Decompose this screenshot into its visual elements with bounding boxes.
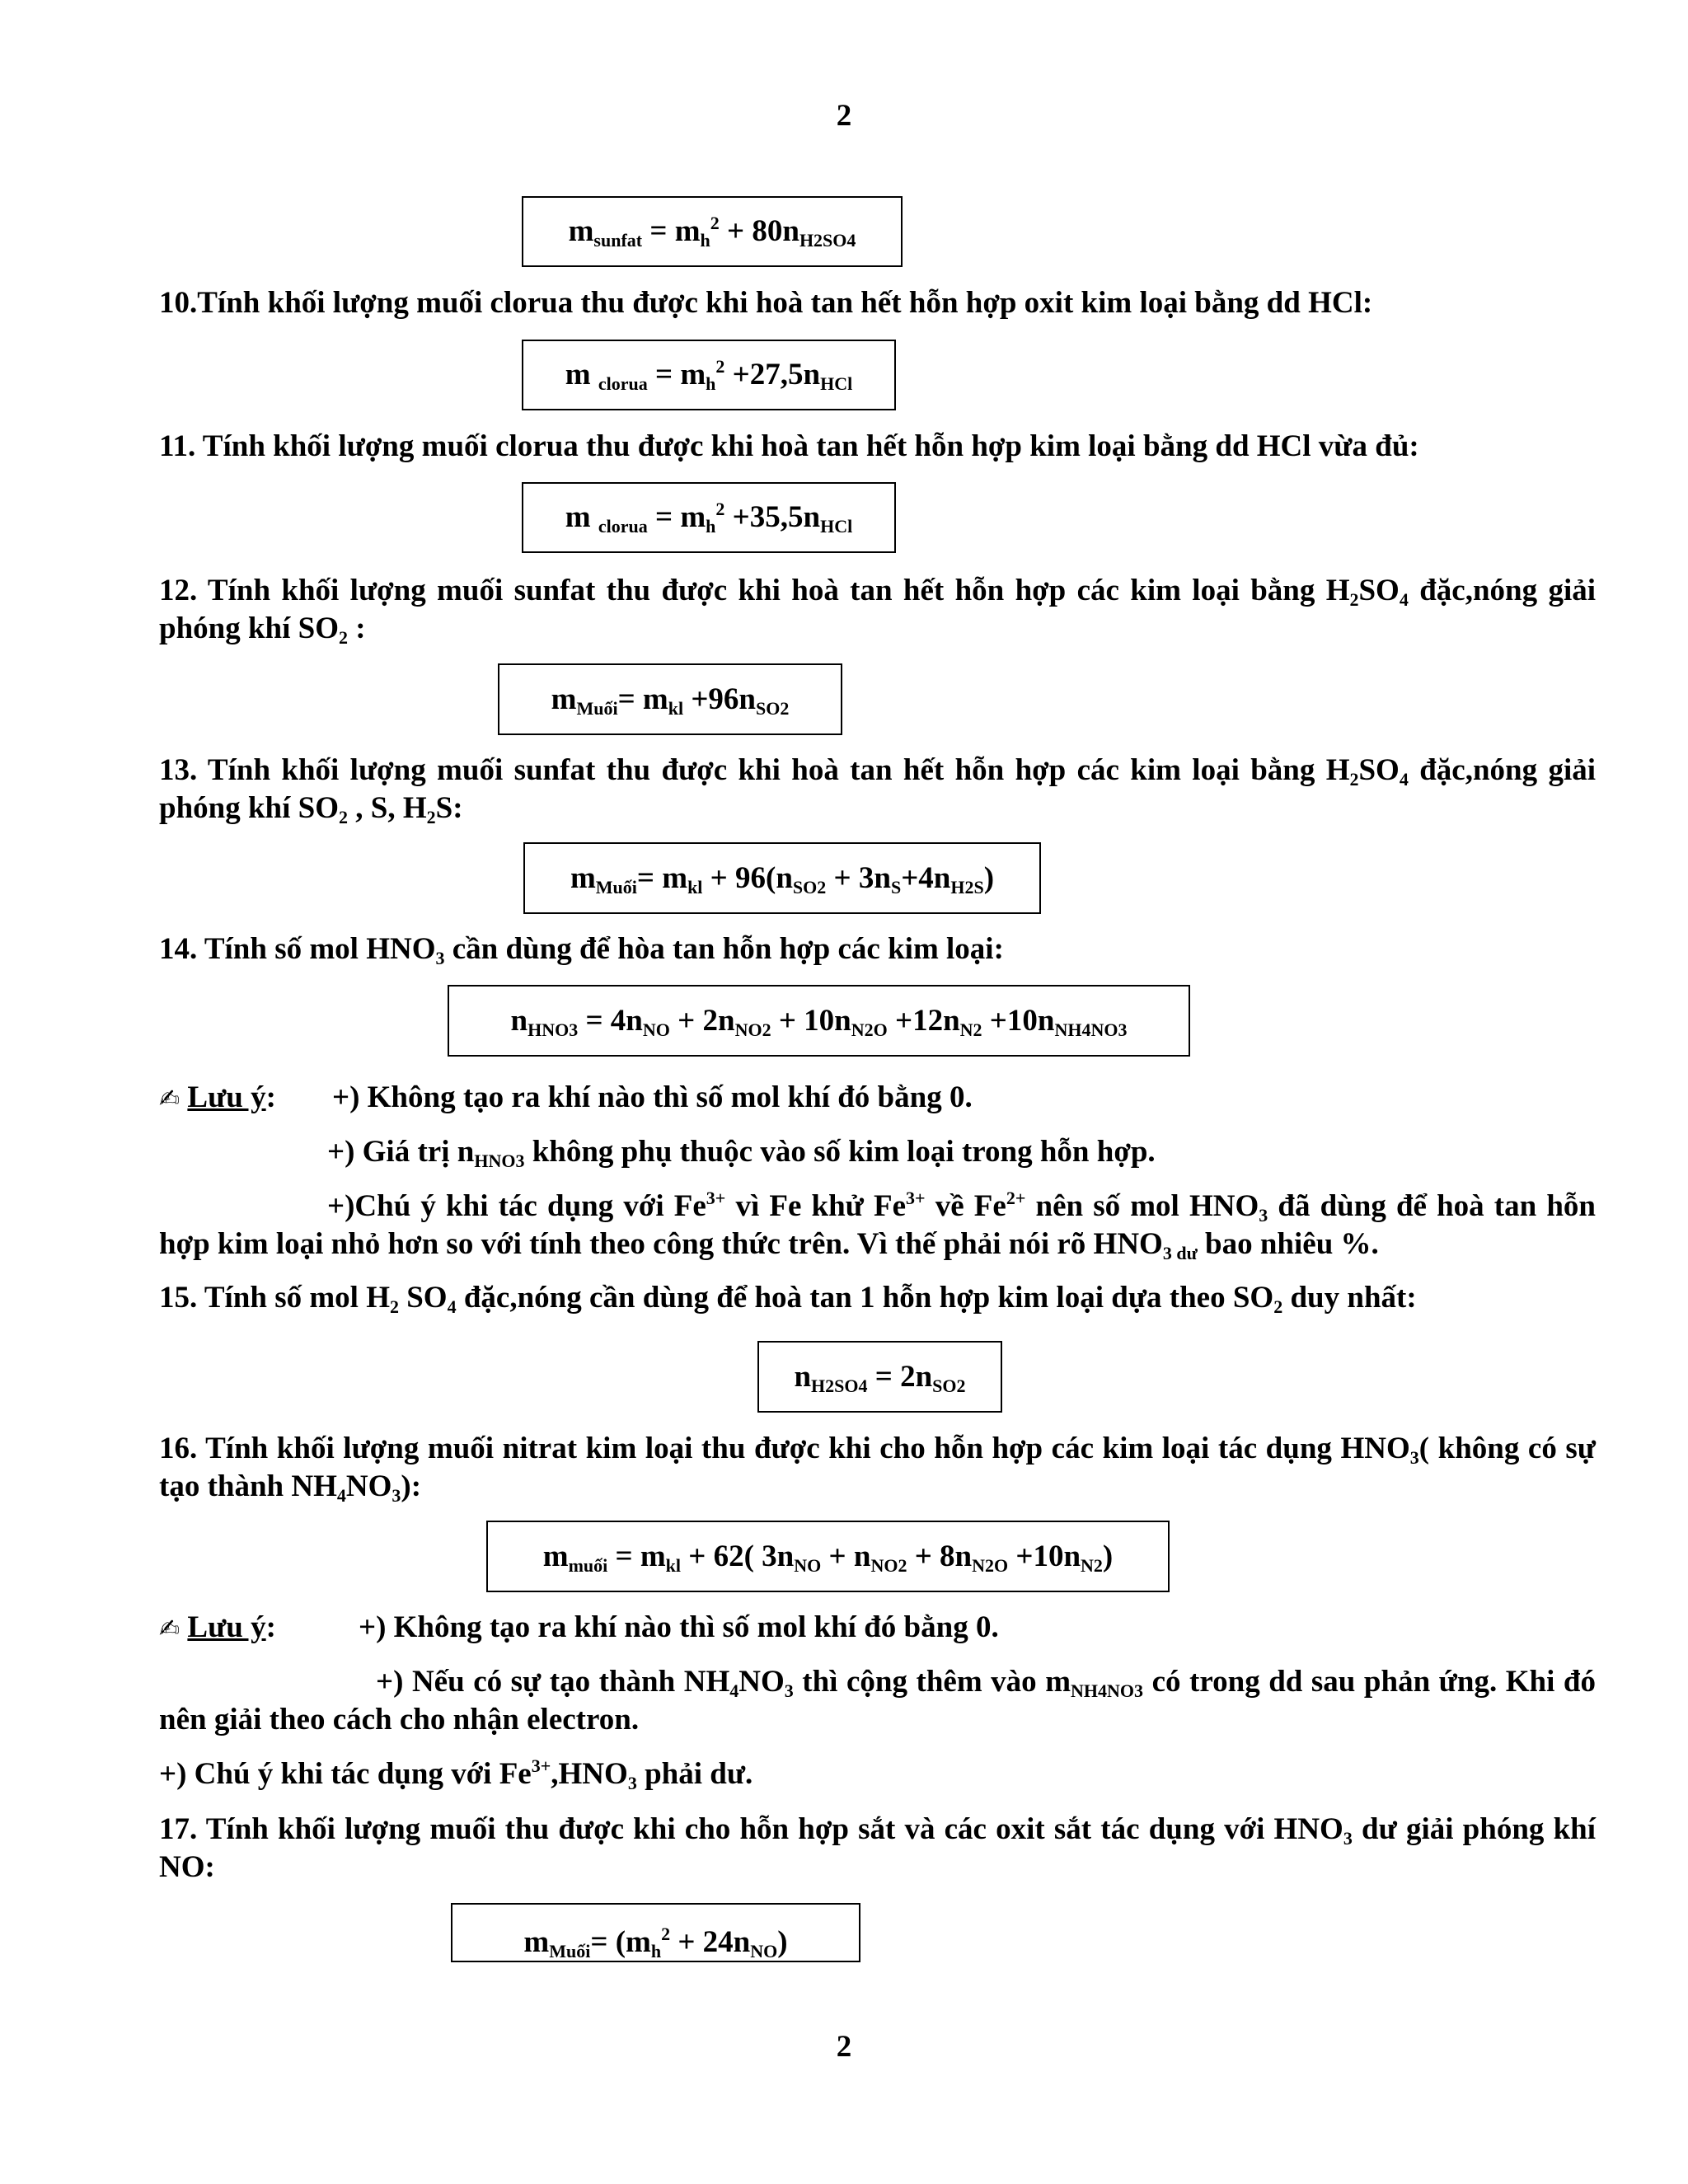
item-13-heading: 13. Tính khối lượng muối sunfat thu được khi hoà tan hết hỗn hợp các kim loại bằng $H_2SO_4$ đặc,nóng giải phóng khí $SO_2$ , S, $H_2S$:: [159, 753, 1596, 827]
note-2-line-3: +) Chú ý khi tác dụng với $Fe^{3+},HNO_3$ phải dư.: [159, 1755, 753, 1793]
formula-box-sunfat: [522, 196, 903, 267]
formula-box-12: [498, 663, 842, 735]
note-2-line-2: +) Nếu có sự tạo thành $NH_4NO_3$ thì cộng thêm vào $m_{NH4NO3}$ có trong dd sau phản ứng. Khi đó nên giải theo cách cho nhận electron.: [159, 1665, 1596, 1736]
item-14-heading: 14. Tính số mol $HNO_3$ cần dùng để hòa tan hỗn hợp các kim loại:: [159, 932, 1004, 968]
formula-12: $m_{Muối}= m_{kl} +96n_{SO2}$: [551, 682, 790, 719]
formula-box-17: [451, 1903, 860, 1962]
formula-10: m $_{clorua} = m_h^2 +27,5n_{HCl}$: [565, 356, 853, 394]
writing-hand-icon: ✍: [159, 1615, 181, 1643]
item-12-heading: 12. Tính khối lượng muối sunfat thu được khi hoà tan hết hỗn hợp các kim loại bằng $H_2SO_4$ đặc,nóng giải phóng khí $SO_2$ :: [159, 574, 1596, 648]
formula-box-10: [522, 340, 896, 410]
page-number-top: 2: [836, 99, 852, 133]
formula-box-13: [523, 842, 1041, 914]
formula-15: $n_{H2SO4} = 2n_{SO2}$: [794, 1359, 966, 1396]
formula-box-11: [522, 482, 896, 553]
formula-sunfat: $m_{sunfat} = m_h^2 + 80n_{H2SO4}$: [568, 213, 856, 251]
formula-16: $m_{muối} = m_{kl} + 62$( $3n_{NO} + n_{NO2} + 8n_{N2O} +10n_{N2}$): [542, 1539, 1114, 1576]
formula-17: $m_{Muối}= (m_h^2 + 24n_{NO})$: [523, 1924, 788, 1961]
formula-14: $n_{HNO3} = 4n_{NO} + 2n_{NO2} + 10n_{N2O} +12n_{N2} +10n_{NH4NO3}$: [510, 1003, 1128, 1040]
note-1-line-1: +) Không tạo ra khí nào thì số mol khí đó bằng 0.: [332, 1080, 973, 1114]
item-16-heading: 16. Tính khối lượng muối nitrat kim loại thu được khi cho hỗn hợp các kim loại tác dụng $HNO_3$( không có sự tạo thành $NH_4NO_3$):: [159, 1432, 1596, 1506]
note-1-label: ✍ Lưu ý:: [159, 1079, 276, 1118]
formula-box-16: [486, 1521, 1170, 1592]
item-10-heading: 10.Tính khối lượng muối clorua thu được khi hoà tan hết hỗn hợp oxit kim loại bằng dd HCl:: [159, 286, 1373, 320]
formula-box-15: [757, 1341, 1002, 1413]
formula-box-14: [448, 985, 1190, 1057]
writing-hand-icon: ✍: [159, 1085, 181, 1113]
note-2-label: ✍ Lưu ý:: [159, 1609, 276, 1648]
item-17-heading: 17. Tính khối lượng muối thu được khi cho hỗn hợp sắt và các oxit sắt tác dụng với $HNO_3$ dư giải phóng khí NO:: [159, 1812, 1597, 1884]
item-15-heading: 15. Tính số mol $H_2$ $SO_4$ đặc,nóng cần dùng để hoà tan 1 hỗn hợp kim loại dựa theo $SO_2$ duy nhất:: [159, 1281, 1417, 1317]
formula-11: m $_{clorua} = m_h^2 +35,5n_{HCl}$: [565, 499, 853, 537]
page-number-bottom: 2: [836, 2030, 852, 2064]
formula-13: $m_{Muối}= m_{kl} + 96(n_{SO2} + 3n_S+4n_{H2S})$: [570, 860, 995, 898]
item-11-heading: 11. Tính khối lượng muối clorua thu được khi hoà tan hết hỗn hợp kim loại bằng dd HCl vừa đủ:: [159, 429, 1419, 463]
note-2-line-1: +) Không tạo ra khí nào thì số mol khí đó bằng 0.: [359, 1610, 999, 1644]
note-1-line-2: +) Giá trị $n_{HNO3}$ không phụ thuộc vào số kim loại trong hỗn hợp.: [327, 1135, 1156, 1171]
note-1-line-3: +)Chú ý khi tác dụng với $Fe^{3+}$ vì Fe khử $Fe^{3+}$ về $Fe^{2+}$ nên số mol $HNO_3$ đã dùng để hoà tan hỗn hợp kim loại nhỏ hơn so với tính theo công thức trên. Vì thế phải nói rõ $HNO_{3 dư}$ bao nhiêu %.: [159, 1188, 1596, 1263]
